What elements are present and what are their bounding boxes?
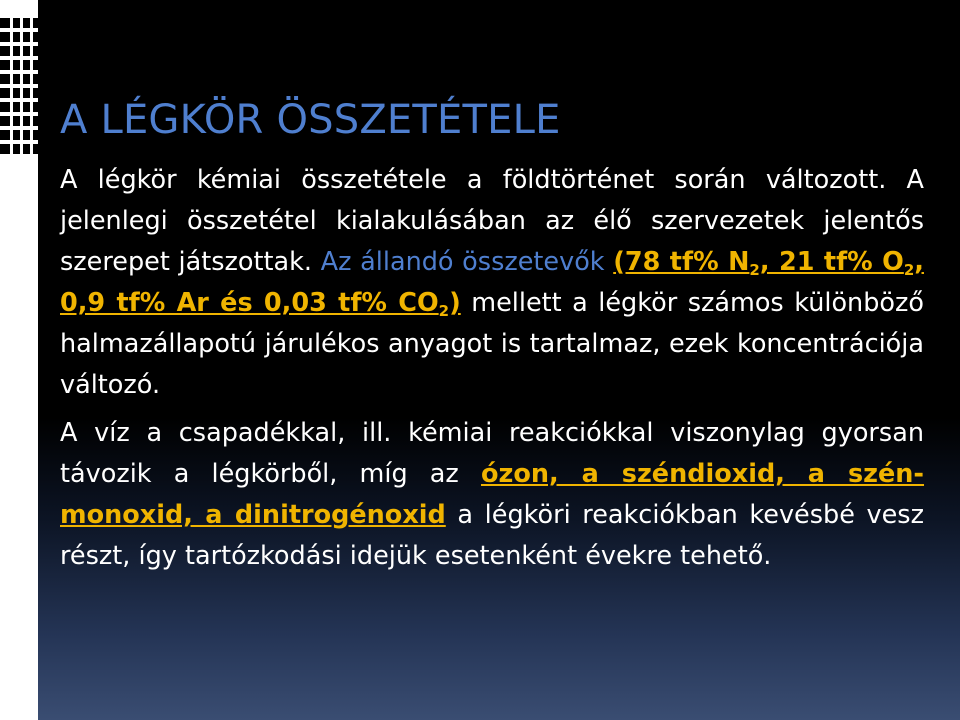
subscript: 2 [903,261,915,279]
constituent-argon-co2: , 0,9 tf% Ar és 0,03 tf% CO [60,247,924,318]
subscript: 2 [749,261,760,279]
paragraph2-tail: a légköri reakciókban kevésbé vesz részt, így tartózkodási idejük esetenként évekre tehető. [60,500,924,571]
trace-gases-highlight: ózon, a széndioxid, a szén-monoxid, a dinitrogénoxid [60,459,925,530]
paragraph-residence [60,413,924,577]
constituents-close: ) [449,288,461,318]
deco-divider [20,18,23,168]
constituent-oxygen: , 21 tf% O [759,247,904,277]
paragraph-intro: A légkör kémiai összetétele a földtörténet során változott. A jelenlegi összetétel kialakulásában az élő szervezetek jelentős szerepet játszottak. [60,165,924,277]
deco-divider [10,18,13,168]
paragraph-composition [60,160,924,406]
constituents-lead: Az állandó összetevők [320,247,614,277]
paragraph-tail: mellett a légkör számos különböző halmazállapotú járulékos anyagot is tartalmaz, ezek koncentrációja változó. [60,288,924,400]
slide-title: A LÉGKÖR ÖSSZETÉTELE [60,96,561,143]
constituent-nitrogen: (78 tf% N [613,247,750,277]
slide-body [60,160,924,577]
window-pane-decoration [0,18,38,168]
paragraph2-lead: A víz a csapadékkal, ill. kémiai reakciókkal viszonylag gyorsan távozik a légkörből, míg az [60,418,924,489]
subscript: 2 [438,302,450,320]
deco-divider [30,18,33,168]
